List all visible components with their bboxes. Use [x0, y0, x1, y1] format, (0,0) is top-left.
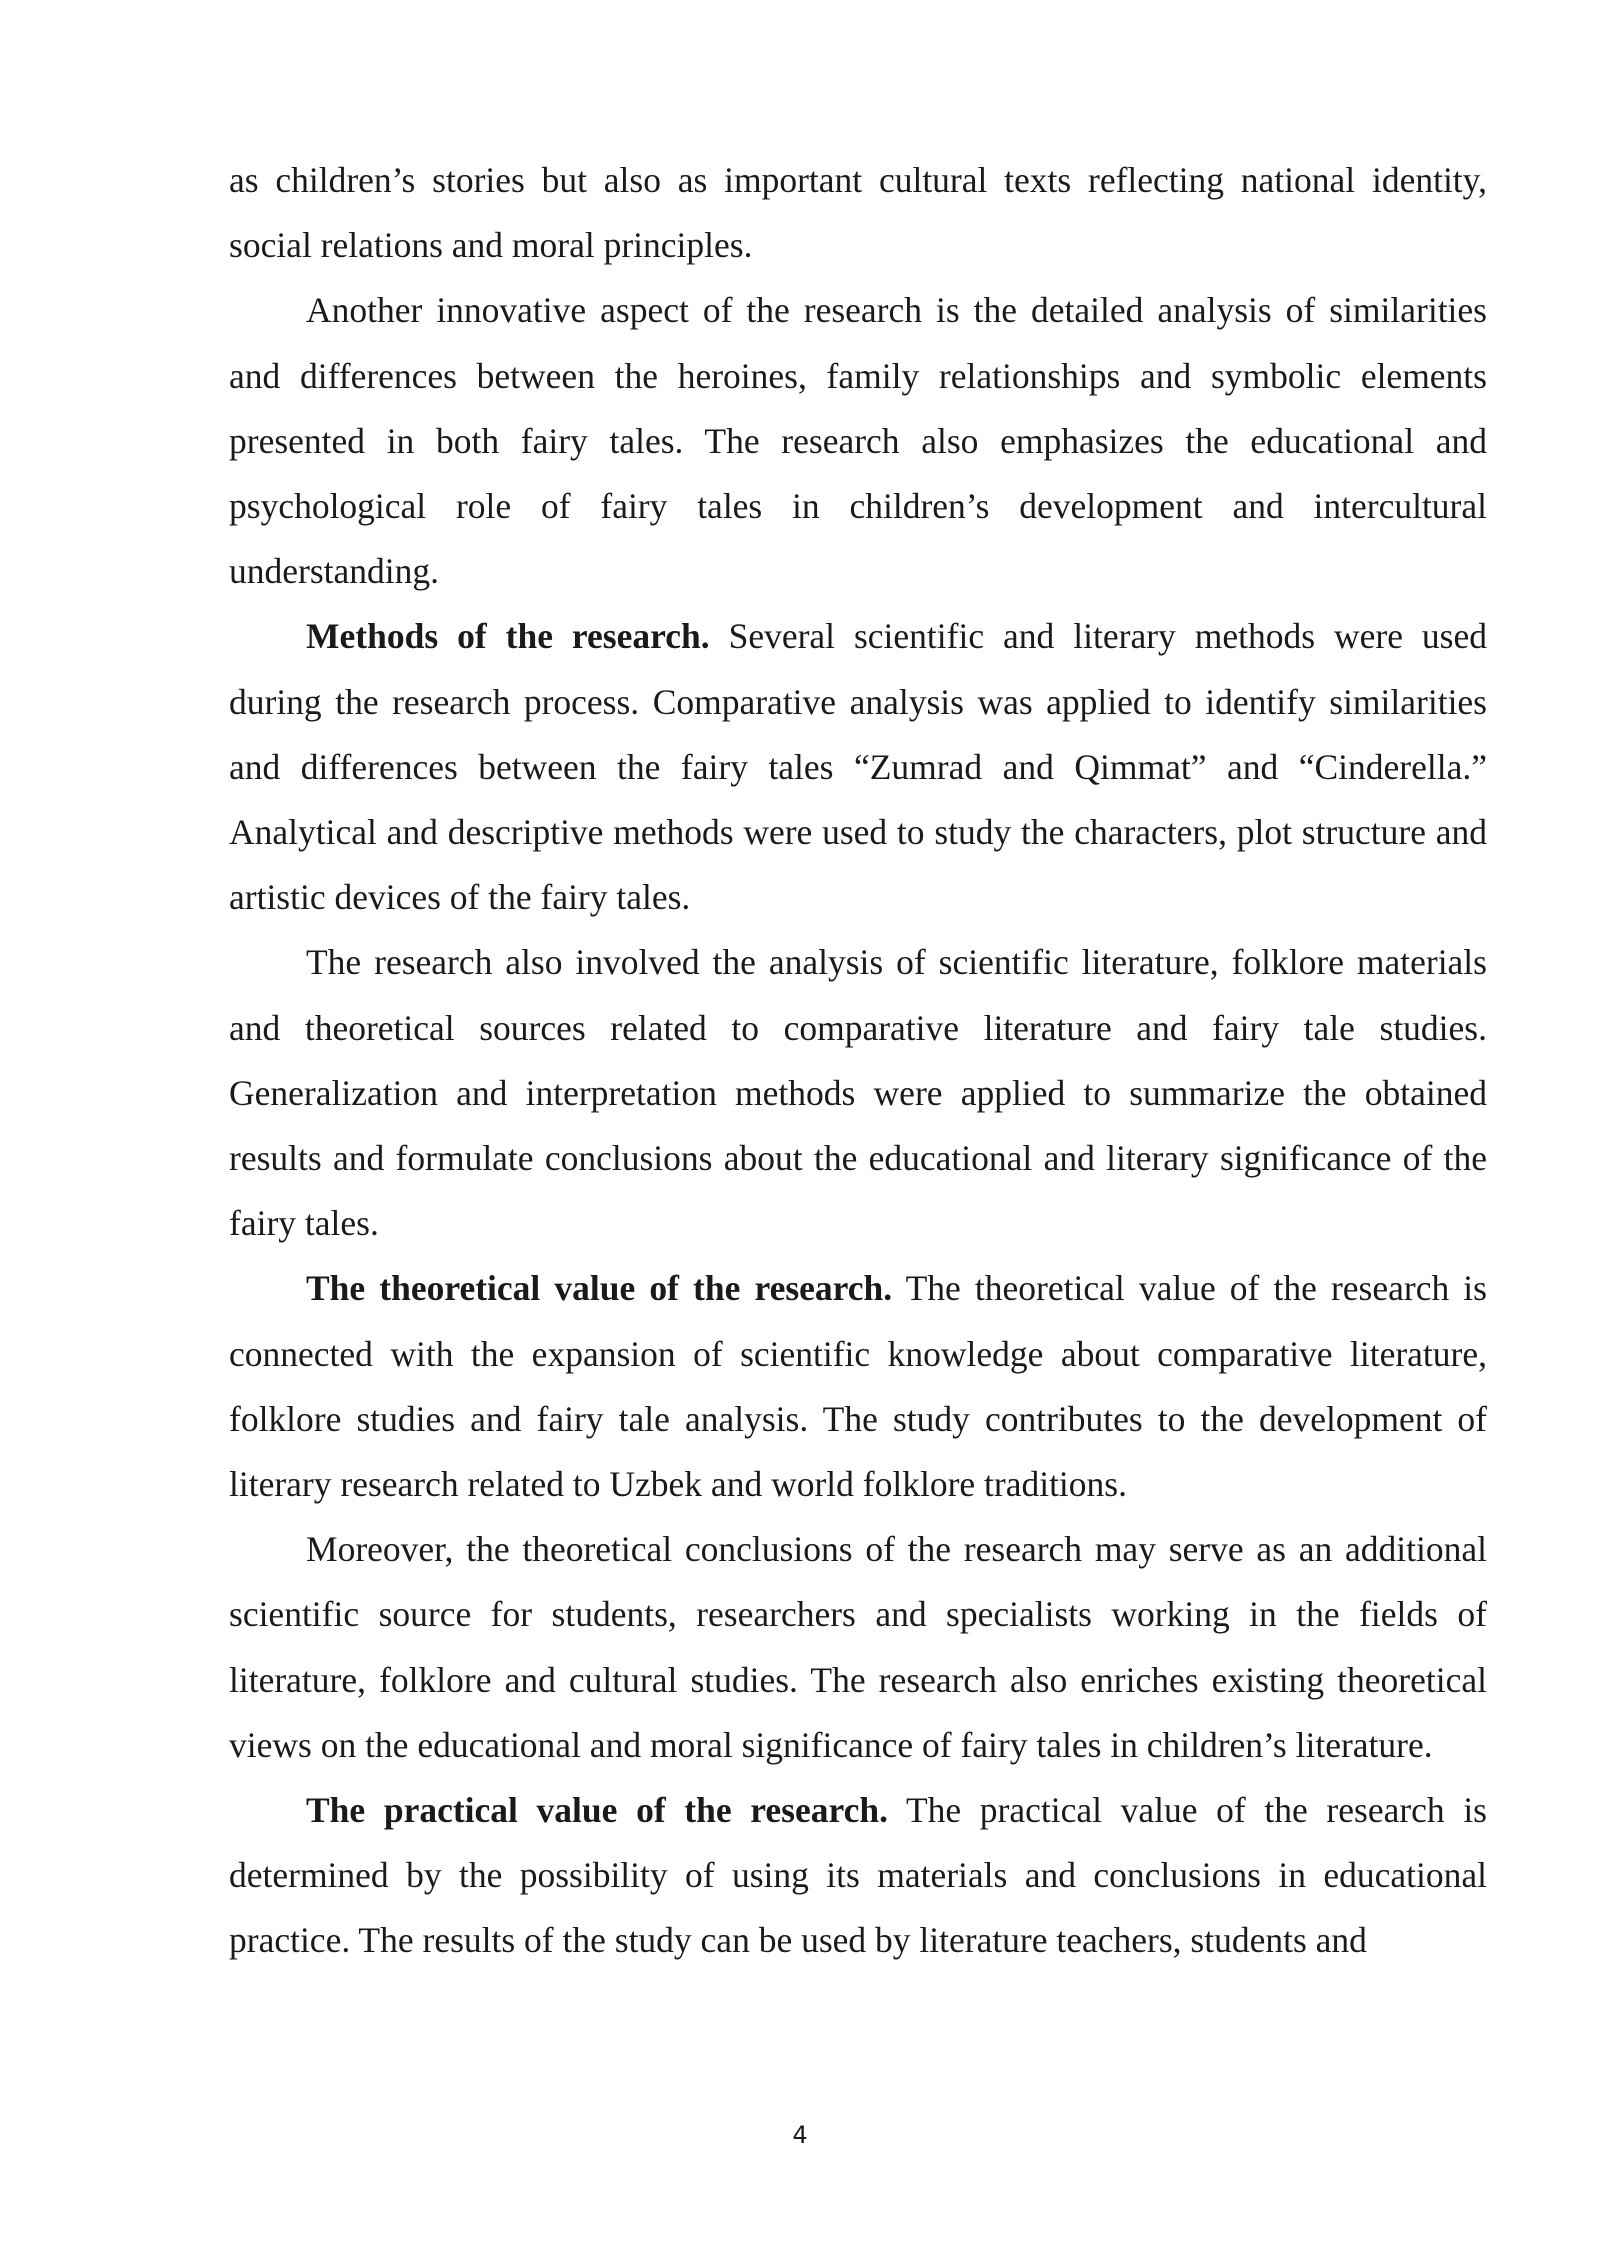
paragraph-text: The practical value of the research is determined by the possibility of using its materials and conclusions in educational practice. The results of the study can be used by literature teachers, students and: [229, 1790, 1487, 1961]
section-heading-practical-value: The practical value of the research.: [306, 1790, 888, 1831]
paragraph-text: Several scientific and literary methods were used during the research process. Comparative analysis was applied to identify similarities and differences between the fairy tales “Zumrad and Qimmat” and “Cinderella.” Analytical and descriptive methods were used to study the characters, plot structure and artistic devices of the fairy tales.: [229, 616, 1487, 918]
paragraph-text: as children’s stories but also as important cultural texts reflecting national identity, social relations and moral principles.: [229, 160, 1487, 266]
paragraph-innovative-aspect: [229, 278, 1487, 604]
paragraph-methods: [229, 604, 1487, 930]
paragraph-continuation: [229, 148, 1487, 278]
page-number: 4: [792, 2121, 808, 2149]
paragraph-text: The theoretical value of the research is connected with the expansion of scientific knowledge about comparative literature, folklore studies and fairy tale analysis. The study contributes to the development of literary research related to Uzbek and world folklore traditions.: [229, 1268, 1487, 1505]
paragraph-practical-value: [229, 1778, 1487, 1974]
paragraph-text: Moreover, the theoretical conclusions of the research may serve as an additional scientific source for students, researchers and specialists working in the fields of literature, folklore and cultural studies. The research also enriches existing theoretical views on the educational and moral significance of fairy tales in children’s literature.: [229, 1529, 1487, 1765]
section-heading-theoretical-value: The theoretical value of the research.: [306, 1268, 893, 1309]
paragraph-text: Another innovative aspect of the research is the detailed analysis of similarities and differences between the heroines, family relationships and symbolic elements presented in both fairy tales. The research also emphasizes the educational and psychological role of fairy tales in children’s development and intercultural understanding.: [229, 290, 1487, 592]
paragraph-methods-continued: [229, 930, 1487, 1256]
paragraph-theoretical-continued: [229, 1517, 1487, 1778]
paragraph-text: The research also involved the analysis of scientific literature, folklore materials and theoretical sources related to comparative literature and fairy tale studies. Generalization and interpretation methods were applied to summarize the obtained results and formulate conclusions about the educational and literary significance of the fairy tales.: [229, 942, 1487, 1244]
section-heading-methods: Methods of the research.: [306, 616, 710, 657]
body-text: [229, 148, 1487, 1974]
paragraph-theoretical-value: [229, 1256, 1487, 1517]
